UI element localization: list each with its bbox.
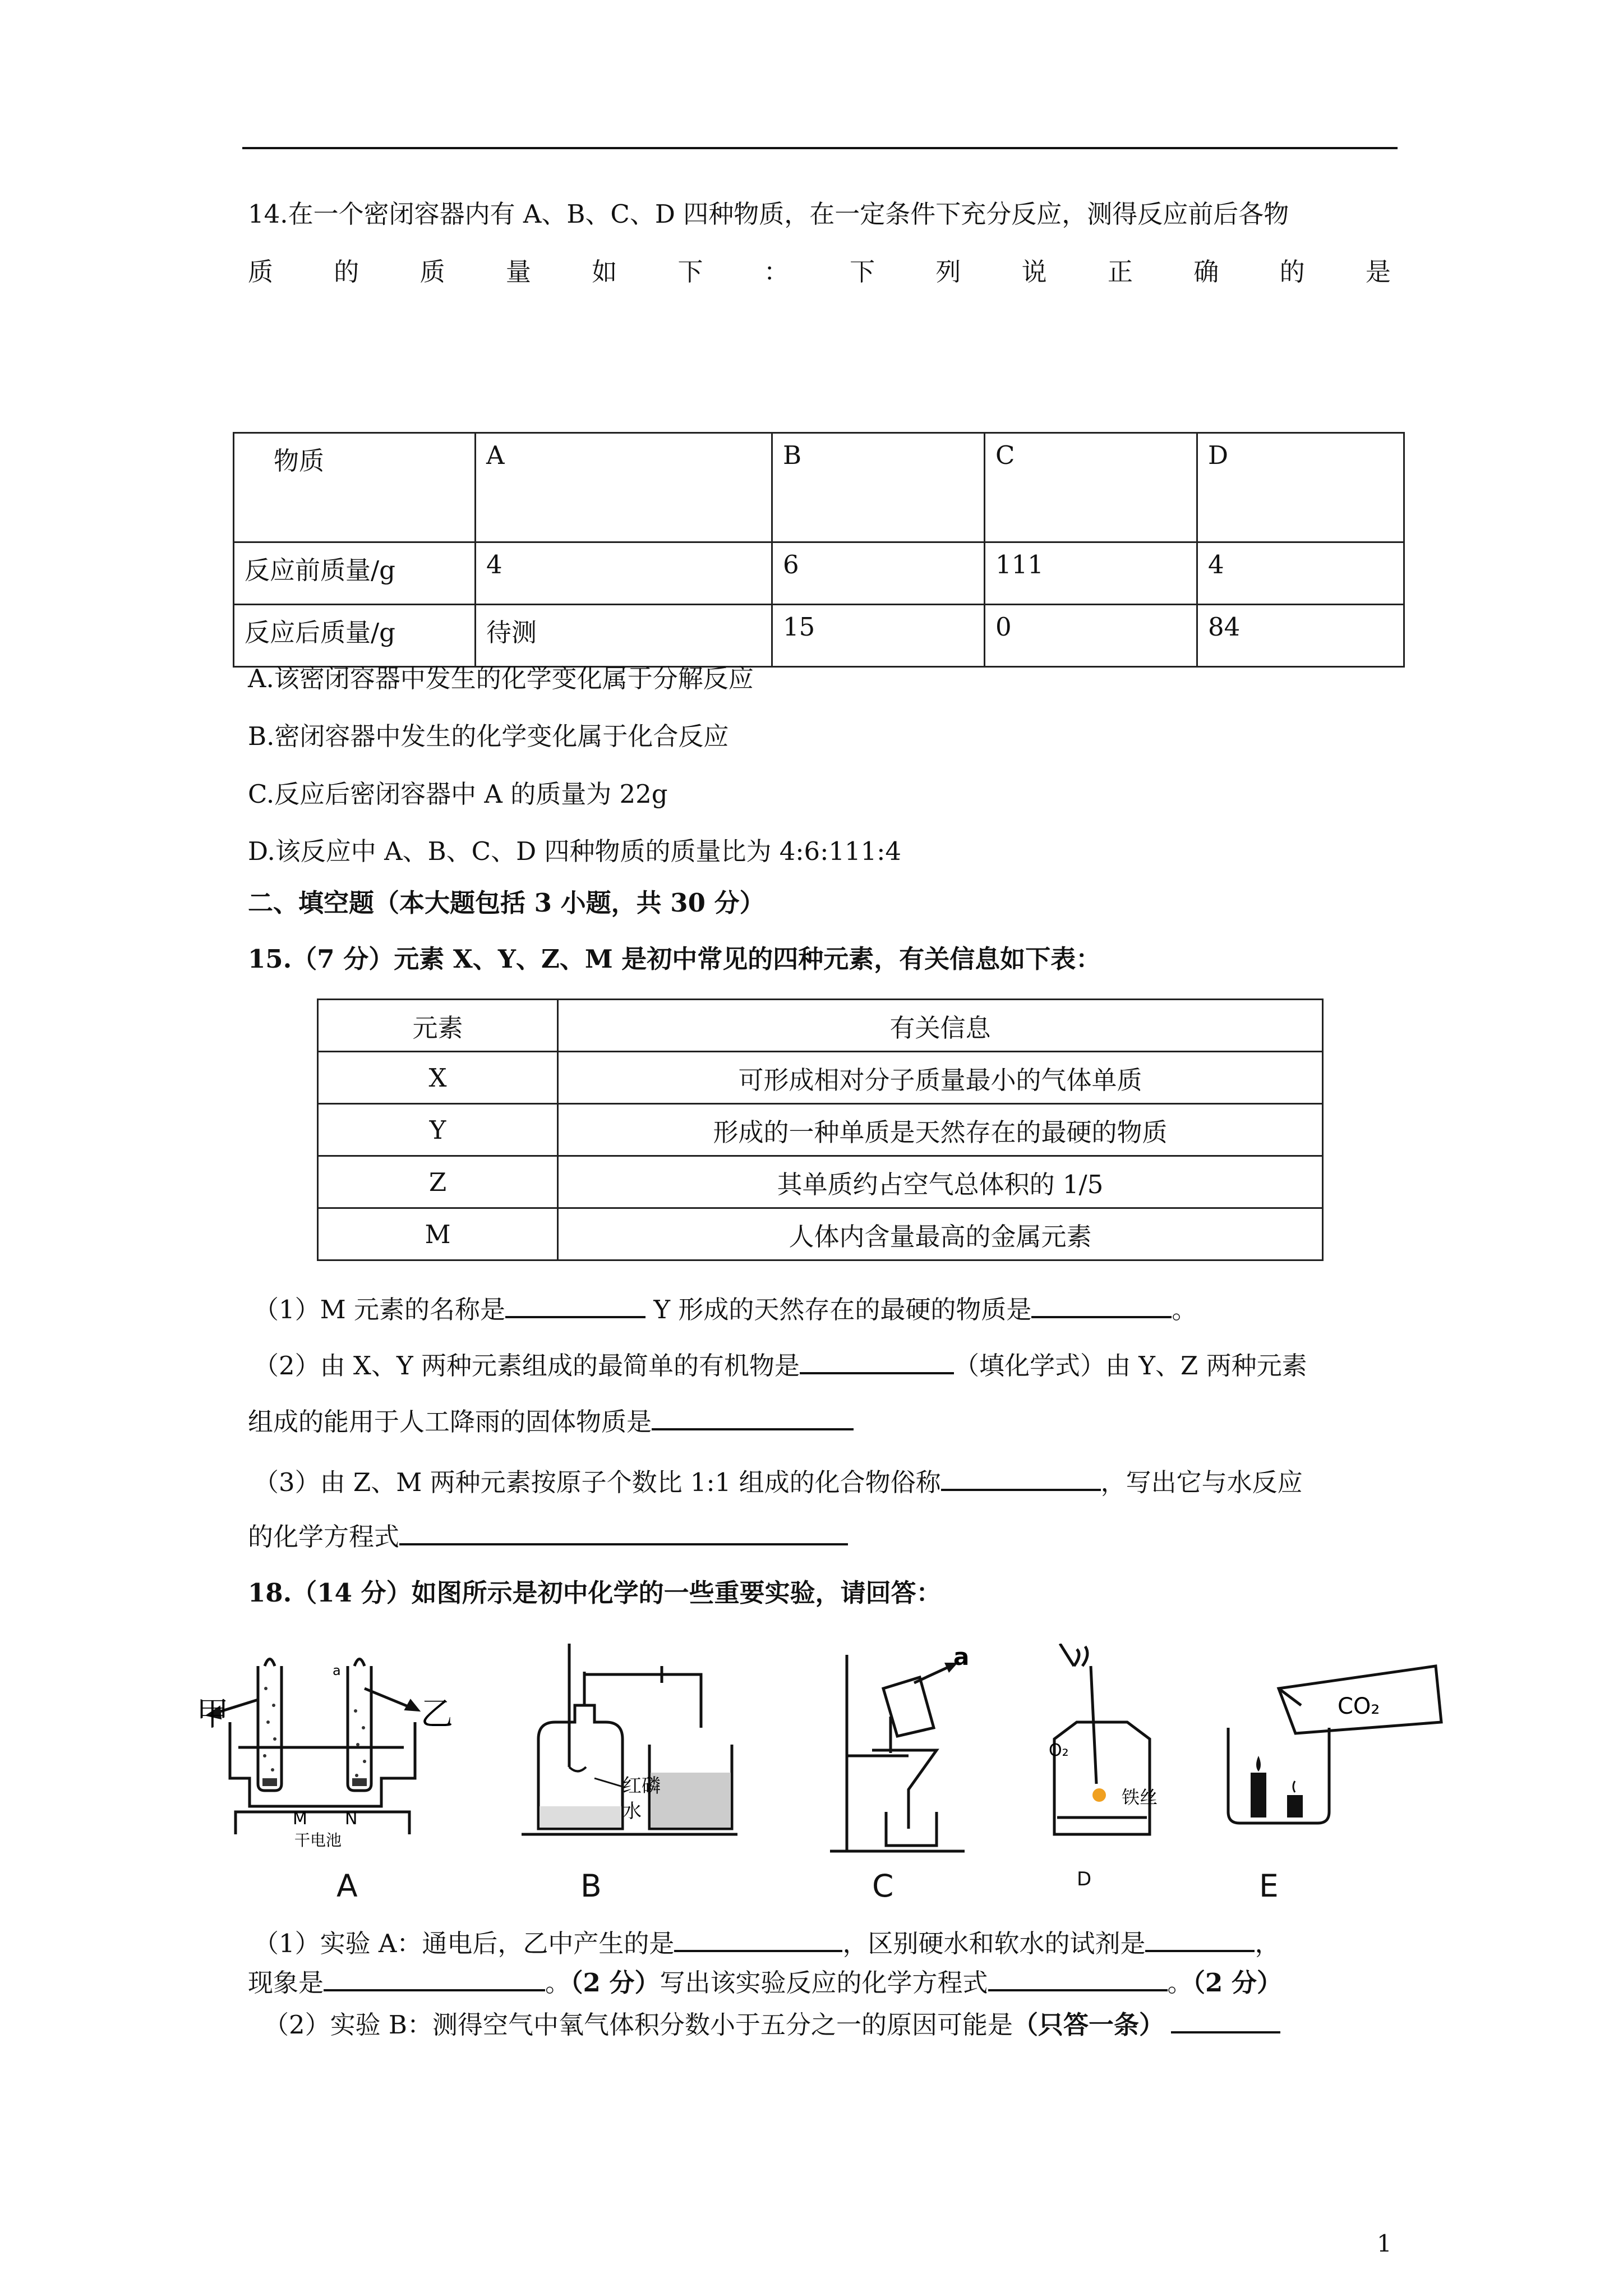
label-water: 水 xyxy=(623,1800,642,1823)
q14-option-a: A.该密闭容器中发生的化学变化属于分解反应 xyxy=(248,664,754,693)
figure-label-a: A xyxy=(336,1868,358,1904)
q15-part1: （1）M 元素的名称是 Y 形成的天然存在的最硬的物质是 。 xyxy=(253,1290,1197,1327)
q18-title: 18.（14 分）如图所示是初中化学的一些重要实验，请回答： xyxy=(248,1578,942,1608)
answer-blank[interactable] xyxy=(324,1963,545,1991)
answer-blank[interactable] xyxy=(1171,2005,1280,2033)
q15-part3: （3）由 Z、M 两种元素按原子个数比 1:1 组成的化合物俗称 ，写出它与水反应 xyxy=(253,1463,1303,1499)
table-row: X 可形成相对分子质量最小的气体单质 xyxy=(318,1052,1323,1104)
label-red-phosphorus: 红磷 xyxy=(623,1775,661,1797)
q14-stem-line1: 14.在一个密闭容器内有 A、B、C、D 四种物质，在一定条件下充分反应，测得反应前后各物 xyxy=(248,199,1289,229)
answer-blank[interactable] xyxy=(1031,1290,1172,1318)
figure-label-d: D xyxy=(1077,1868,1092,1890)
electrolysis-apparatus-figure xyxy=(196,1644,454,1862)
answer-blank[interactable] xyxy=(505,1290,645,1318)
q14-option-d: D.该反应中 A、B、C、D 四种物质的质量比为 4:6:111:4 xyxy=(248,836,902,866)
label-a: a xyxy=(333,1663,341,1678)
answer-blank[interactable] xyxy=(1145,1924,1255,1952)
header-rule xyxy=(242,147,1398,149)
q15-part2-cont: 组成的能用于人工降雨的固体物质是 xyxy=(248,1402,854,1439)
table-row: Z 其单质约占空气总体积的 1/5 xyxy=(318,1156,1323,1208)
table-row: M 人体内含量最高的金属元素 xyxy=(318,1208,1323,1260)
figure-label-b: B xyxy=(580,1868,602,1904)
iron-wire-combustion-figure xyxy=(1043,1644,1189,1851)
answer-blank[interactable] xyxy=(800,1346,954,1374)
q14-option-b: B.密闭容器中发生的化学变化属于化合反应 xyxy=(248,721,729,751)
q15-part2: （2）由 X、Y 两种元素组成的最简单的有机物是 （填化学式）由 Y、Z 两种元素 xyxy=(253,1346,1307,1383)
label-n: N xyxy=(345,1809,358,1829)
label-iron-wire: 铁丝 xyxy=(1122,1787,1158,1808)
q15-title: 15.（7 分）元素 X、Y、Z、M 是初中常见的四种元素，有关信息如下表： xyxy=(248,944,1101,974)
answer-blank[interactable] xyxy=(674,1924,842,1952)
q15-part3-cont: 的化学方程式 xyxy=(248,1517,848,1554)
label-m: M xyxy=(293,1809,307,1829)
q18-part1-cont: 现象是 。（2 分）写出该实验反应的化学方程式 。（2 分） xyxy=(248,1963,1282,2000)
filtration-apparatus-figure xyxy=(824,1644,970,1857)
label-jia: 甲 xyxy=(196,1695,229,1733)
figure-label-c: C xyxy=(872,1868,894,1904)
answer-blank[interactable] xyxy=(988,1963,1168,1991)
table-row: 反应后质量/g 待测 15 0 84 xyxy=(234,605,1404,667)
table-row: 反应前质量/g 4 6 111 4 xyxy=(234,542,1404,605)
answer-blank[interactable] xyxy=(941,1463,1101,1491)
label-a: a xyxy=(953,1644,970,1671)
page-number: 1 xyxy=(1377,2230,1392,2257)
label-yi: 乙 xyxy=(421,1695,454,1733)
table-row: Y 形成的一种单质是天然存在的最硬的物质 xyxy=(318,1104,1323,1156)
q18-part2: （2）实验 B：测得空气中氧气体积分数小于五分之一的原因可能是（只答一条） xyxy=(264,2005,1280,2042)
table-row: 物质 A B C D xyxy=(234,433,1404,542)
section-2-title: 二、填空题（本大题包括 3 小题，共 30 分） xyxy=(248,888,765,918)
label-battery: 干电池 xyxy=(294,1831,342,1849)
answer-blank[interactable] xyxy=(399,1517,848,1545)
q18-part1: （1）实验 A：通电后，乙中产生的是 ，区别硬水和软水的试剂是 ， xyxy=(253,1924,1280,1961)
q14-option-c: C.反应后密闭容器中 A 的质量为 22g xyxy=(248,779,668,809)
red-phosphorus-apparatus-figure xyxy=(516,1644,740,1851)
q14-stem-line2: 质 的 质 量 如 下 ： 下 列 说 正 确 的 是 xyxy=(248,257,1391,287)
q15-element-table xyxy=(317,999,1324,1261)
co2-candle-figure xyxy=(1217,1644,1453,1857)
figure-label-e: E xyxy=(1259,1868,1279,1904)
label-co2: CO₂ xyxy=(1338,1694,1380,1719)
label-o2: O₂ xyxy=(1049,1741,1069,1760)
table-row: 元素 有关信息 xyxy=(318,1000,1323,1052)
q14-mass-table xyxy=(233,432,1405,668)
answer-blank[interactable] xyxy=(652,1402,854,1430)
